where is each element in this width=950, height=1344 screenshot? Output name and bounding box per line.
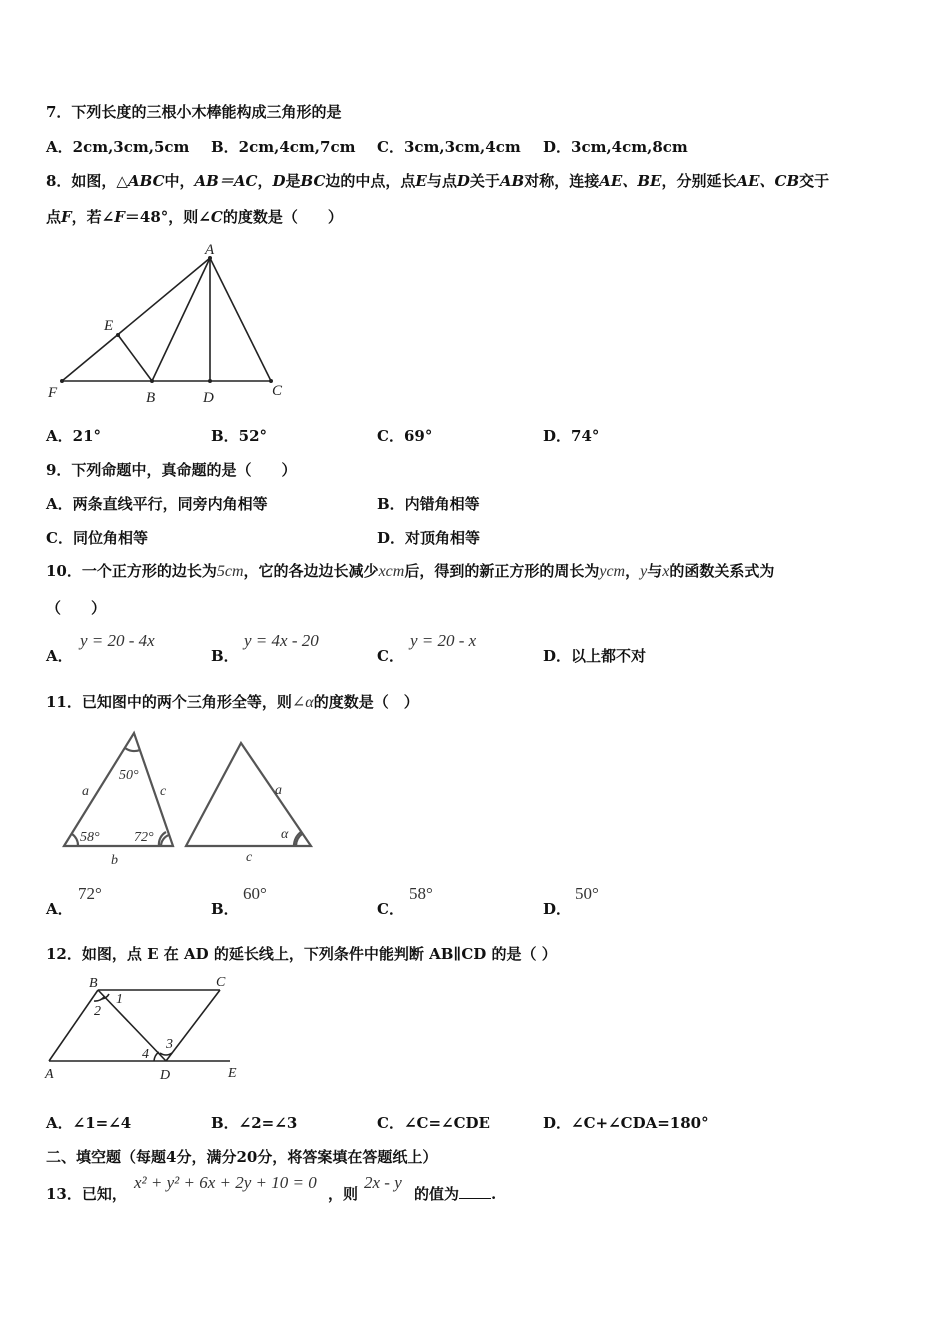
q10-stem-line1: 10．一个正方形的边长为5cm，它的各边边长减少xcm后，得到的新正方形的周长为ycm，y与x的函数关系式为 — [46, 562, 775, 580]
q13-equation: x² + y² + 6x + 2y + 10 = 0 — [134, 1173, 317, 1192]
q7-option-a: A．2cm,3cm,5cm — [46, 138, 190, 156]
q13-answer-blank — [459, 1184, 491, 1199]
q12-label-angle-1: 1 — [116, 992, 123, 1007]
q11-tri1-angle-top: 50° — [119, 768, 139, 783]
q11-option-d-label: D． — [543, 900, 572, 918]
q11-tri1-side-c: c — [160, 784, 167, 799]
q12-label-d: D — [160, 1068, 171, 1083]
q8-label-e: E — [104, 318, 114, 334]
q11-tri2-side-c: c — [246, 850, 253, 865]
q11-option-b-value: 60° — [243, 884, 267, 903]
q10-option-c-expr: y = 20 - x — [410, 631, 477, 650]
q8-label-a: A — [205, 242, 215, 258]
q12-label-b: B — [89, 976, 98, 991]
q8-label-b: B — [146, 390, 156, 406]
q10-option-d: D．以上都不对 — [543, 647, 647, 665]
q8-stem-line1: 8．如图，△ABC中，AB＝AC，D是BC边的中点，点E与点D关于AB对称，连接AE、BE，分别延长AE、CB交于 — [46, 172, 830, 190]
q8-option-b: B．52° — [211, 427, 268, 445]
q8-option-d: D．74° — [543, 427, 600, 445]
q8-label-f: F — [48, 385, 58, 401]
q12-option-c: C．∠C=∠CDE — [377, 1114, 490, 1132]
q12-stem: 12．如图，点 E 在 AD 的延长线上，下列条件中能判断 AB∥CD 的是（ ） — [46, 945, 557, 963]
q8-label-d: D — [203, 390, 214, 406]
q9-stem: 9．下列命题中，真命题的是（ ） — [46, 461, 297, 479]
q8-option-a: A．21° — [46, 427, 102, 445]
q12-option-d: D．∠C+∠CDA=180° — [543, 1114, 709, 1132]
q11-tri1-angle-right: 72° — [134, 830, 154, 845]
q13-expression: 2x - y — [364, 1173, 402, 1192]
q7-stem: 7．下列长度的三根小木棒能构成三角形的是 — [46, 103, 342, 121]
q12-label-e: E — [228, 1066, 237, 1081]
section2-title: 二、填空题（每题4分，满分20分，将答案填在答题纸上） — [46, 1148, 438, 1166]
q13-stem-a: 13．已知， — [46, 1185, 127, 1203]
q8-label-c: C — [272, 383, 283, 399]
q10-option-b-label: B． — [211, 647, 239, 665]
q12-label-a: A — [45, 1067, 54, 1082]
q10-option-a-expr: y = 20 - 4x — [80, 631, 155, 650]
q11-tri2-angle-alpha: α — [281, 827, 289, 842]
q13-stem-c: 的值为 . — [414, 1185, 497, 1203]
q9-option-b: B．内错角相等 — [377, 495, 480, 513]
q9-option-a: A．两条直线平行，同旁内角相等 — [46, 495, 268, 513]
q12-option-a: A．∠1=∠4 — [46, 1114, 132, 1132]
q12-label-angle-2: 2 — [94, 1004, 101, 1019]
q11-option-a-label: A． — [46, 900, 73, 918]
q11-tri1-angle-left: 58° — [80, 830, 100, 845]
q12-label-angle-3: 3 — [166, 1037, 173, 1052]
q9-option-d: D．对顶角相等 — [377, 529, 481, 547]
q11-figure — [56, 728, 321, 868]
q11-stem: 11．已知图中的两个三角形全等，则∠α的度数是（ ） — [46, 693, 419, 711]
q13-stem-b: ，则 — [328, 1185, 359, 1203]
q11-tri1-side-a: a — [82, 784, 89, 799]
q10-option-b-expr: y = 4x - 20 — [244, 631, 319, 650]
q7-option-d: D．3cm,4cm,8cm — [543, 138, 688, 156]
q11-option-d-value: 50° — [575, 884, 599, 903]
q11-option-a-value: 72° — [78, 884, 102, 903]
q12-label-c: C — [216, 975, 226, 990]
q11-option-b-label: B． — [211, 900, 239, 918]
q11-tri1-side-b: b — [111, 853, 118, 868]
q10-option-a-label: A． — [46, 647, 73, 665]
q7-option-c: C．3cm,3cm,4cm — [377, 138, 521, 156]
q8-figure — [40, 238, 300, 408]
q7-option-b: B．2cm,4cm,7cm — [211, 138, 356, 156]
q11-option-c-value: 58° — [409, 884, 433, 903]
q10-option-c-label: C． — [377, 647, 404, 665]
q8-stem-line2: 点F，若∠F＝48°，则∠C的度数是（ ） — [46, 208, 343, 226]
q10-stem-line2: （ ） — [46, 599, 107, 617]
q12-figure — [42, 972, 242, 1082]
q8-option-c: C．69° — [377, 427, 433, 445]
q11-option-c-label: C． — [377, 900, 404, 918]
q12-label-angle-4: 4 — [142, 1047, 149, 1062]
q9-option-c: C．同位角相等 — [46, 529, 148, 547]
q12-option-b: B．∠2=∠3 — [211, 1114, 298, 1132]
q11-tri2-side-a: a — [275, 783, 282, 798]
